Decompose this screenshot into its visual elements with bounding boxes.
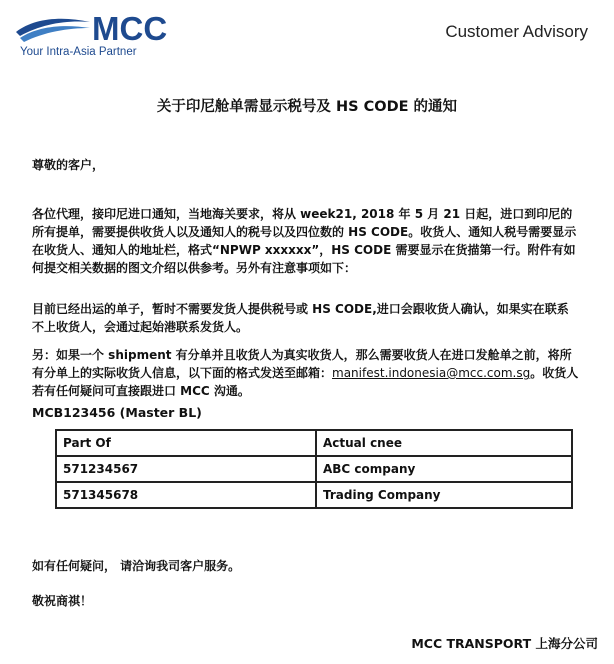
table-cell-actual-cnee: ABC company bbox=[316, 456, 572, 482]
mcc-logo bbox=[14, 12, 184, 60]
house-bl-table bbox=[55, 429, 573, 509]
paragraph-shipped-orders: 目前已经出运的单子，暂时不需要发货人提供税号或 HS CODE,进口会跟收货人确认，如果实在联系不上收货人，会通过起始港联系发货人。 bbox=[32, 302, 569, 334]
document-title: 关于印尼舱单需显示税号及 HS CODE 的通知 bbox=[156, 99, 458, 115]
paragraph-house-bl bbox=[32, 346, 580, 400]
table-row bbox=[56, 482, 572, 508]
column-header-actual-cnee: Actual cnee bbox=[316, 430, 572, 456]
table-cell-part-of: 571345678 bbox=[56, 482, 316, 508]
logo-wordmark: MCC bbox=[92, 10, 168, 47]
column-header-part-of: Part Of bbox=[56, 430, 316, 456]
paragraph-house-bl-text: 另：如果一个 shipment 有分单并且收货人为真实收货人，那么需要收货人在进口发舱单之前，将所有分单上的实际收货人信息，以下面的格式发送至邮箱： bbox=[32, 348, 572, 380]
contact-note: 如有任何疑问， 请洽询我司客户服务。 bbox=[32, 559, 241, 573]
paragraph-house-bl-tail: 。收货人若有任何疑问可直接跟进口 MCC 沟通。 bbox=[32, 366, 579, 398]
paragraph-requirements: 各位代理，接印尼进口通知，当地海关要求，将从 week21, 2018 年 5 月 21 日起，进口到印尼的所有提单，需要提供收货人以及通知人的税号以及四位数的 HS CODE。收货人、通知人税号需要显示在收货人、通知人的地址栏，格式“NPWP xxxxxx”，HS CODE 需要显示在货描第一行。附件有如何提交相关数据的图文介绍以供参考。另外有注意事项如下： bbox=[32, 207, 577, 275]
table-header-row bbox=[56, 430, 572, 456]
table-row bbox=[56, 456, 572, 482]
signature-company: MCC TRANSPORT 上海分公司 bbox=[411, 636, 598, 651]
master-bl-label: MCB123456 (Master BL) bbox=[32, 405, 202, 420]
manifest-email-link[interactable]: manifest.indonesia@mcc.com.sg bbox=[332, 366, 531, 380]
greeting: 尊敬的客户， bbox=[32, 158, 105, 172]
table-cell-actual-cnee: Trading Company bbox=[316, 482, 572, 508]
wave-logo-icon bbox=[14, 12, 94, 48]
closing-regards: 敬祝商祺！ bbox=[32, 594, 93, 608]
logo-tagline: Your Intra-Asia Partner bbox=[20, 46, 137, 58]
table-cell-part-of: 571234567 bbox=[56, 456, 316, 482]
document-header bbox=[0, 0, 614, 70]
customer-advisory-label: Customer Advisory bbox=[445, 22, 588, 41]
